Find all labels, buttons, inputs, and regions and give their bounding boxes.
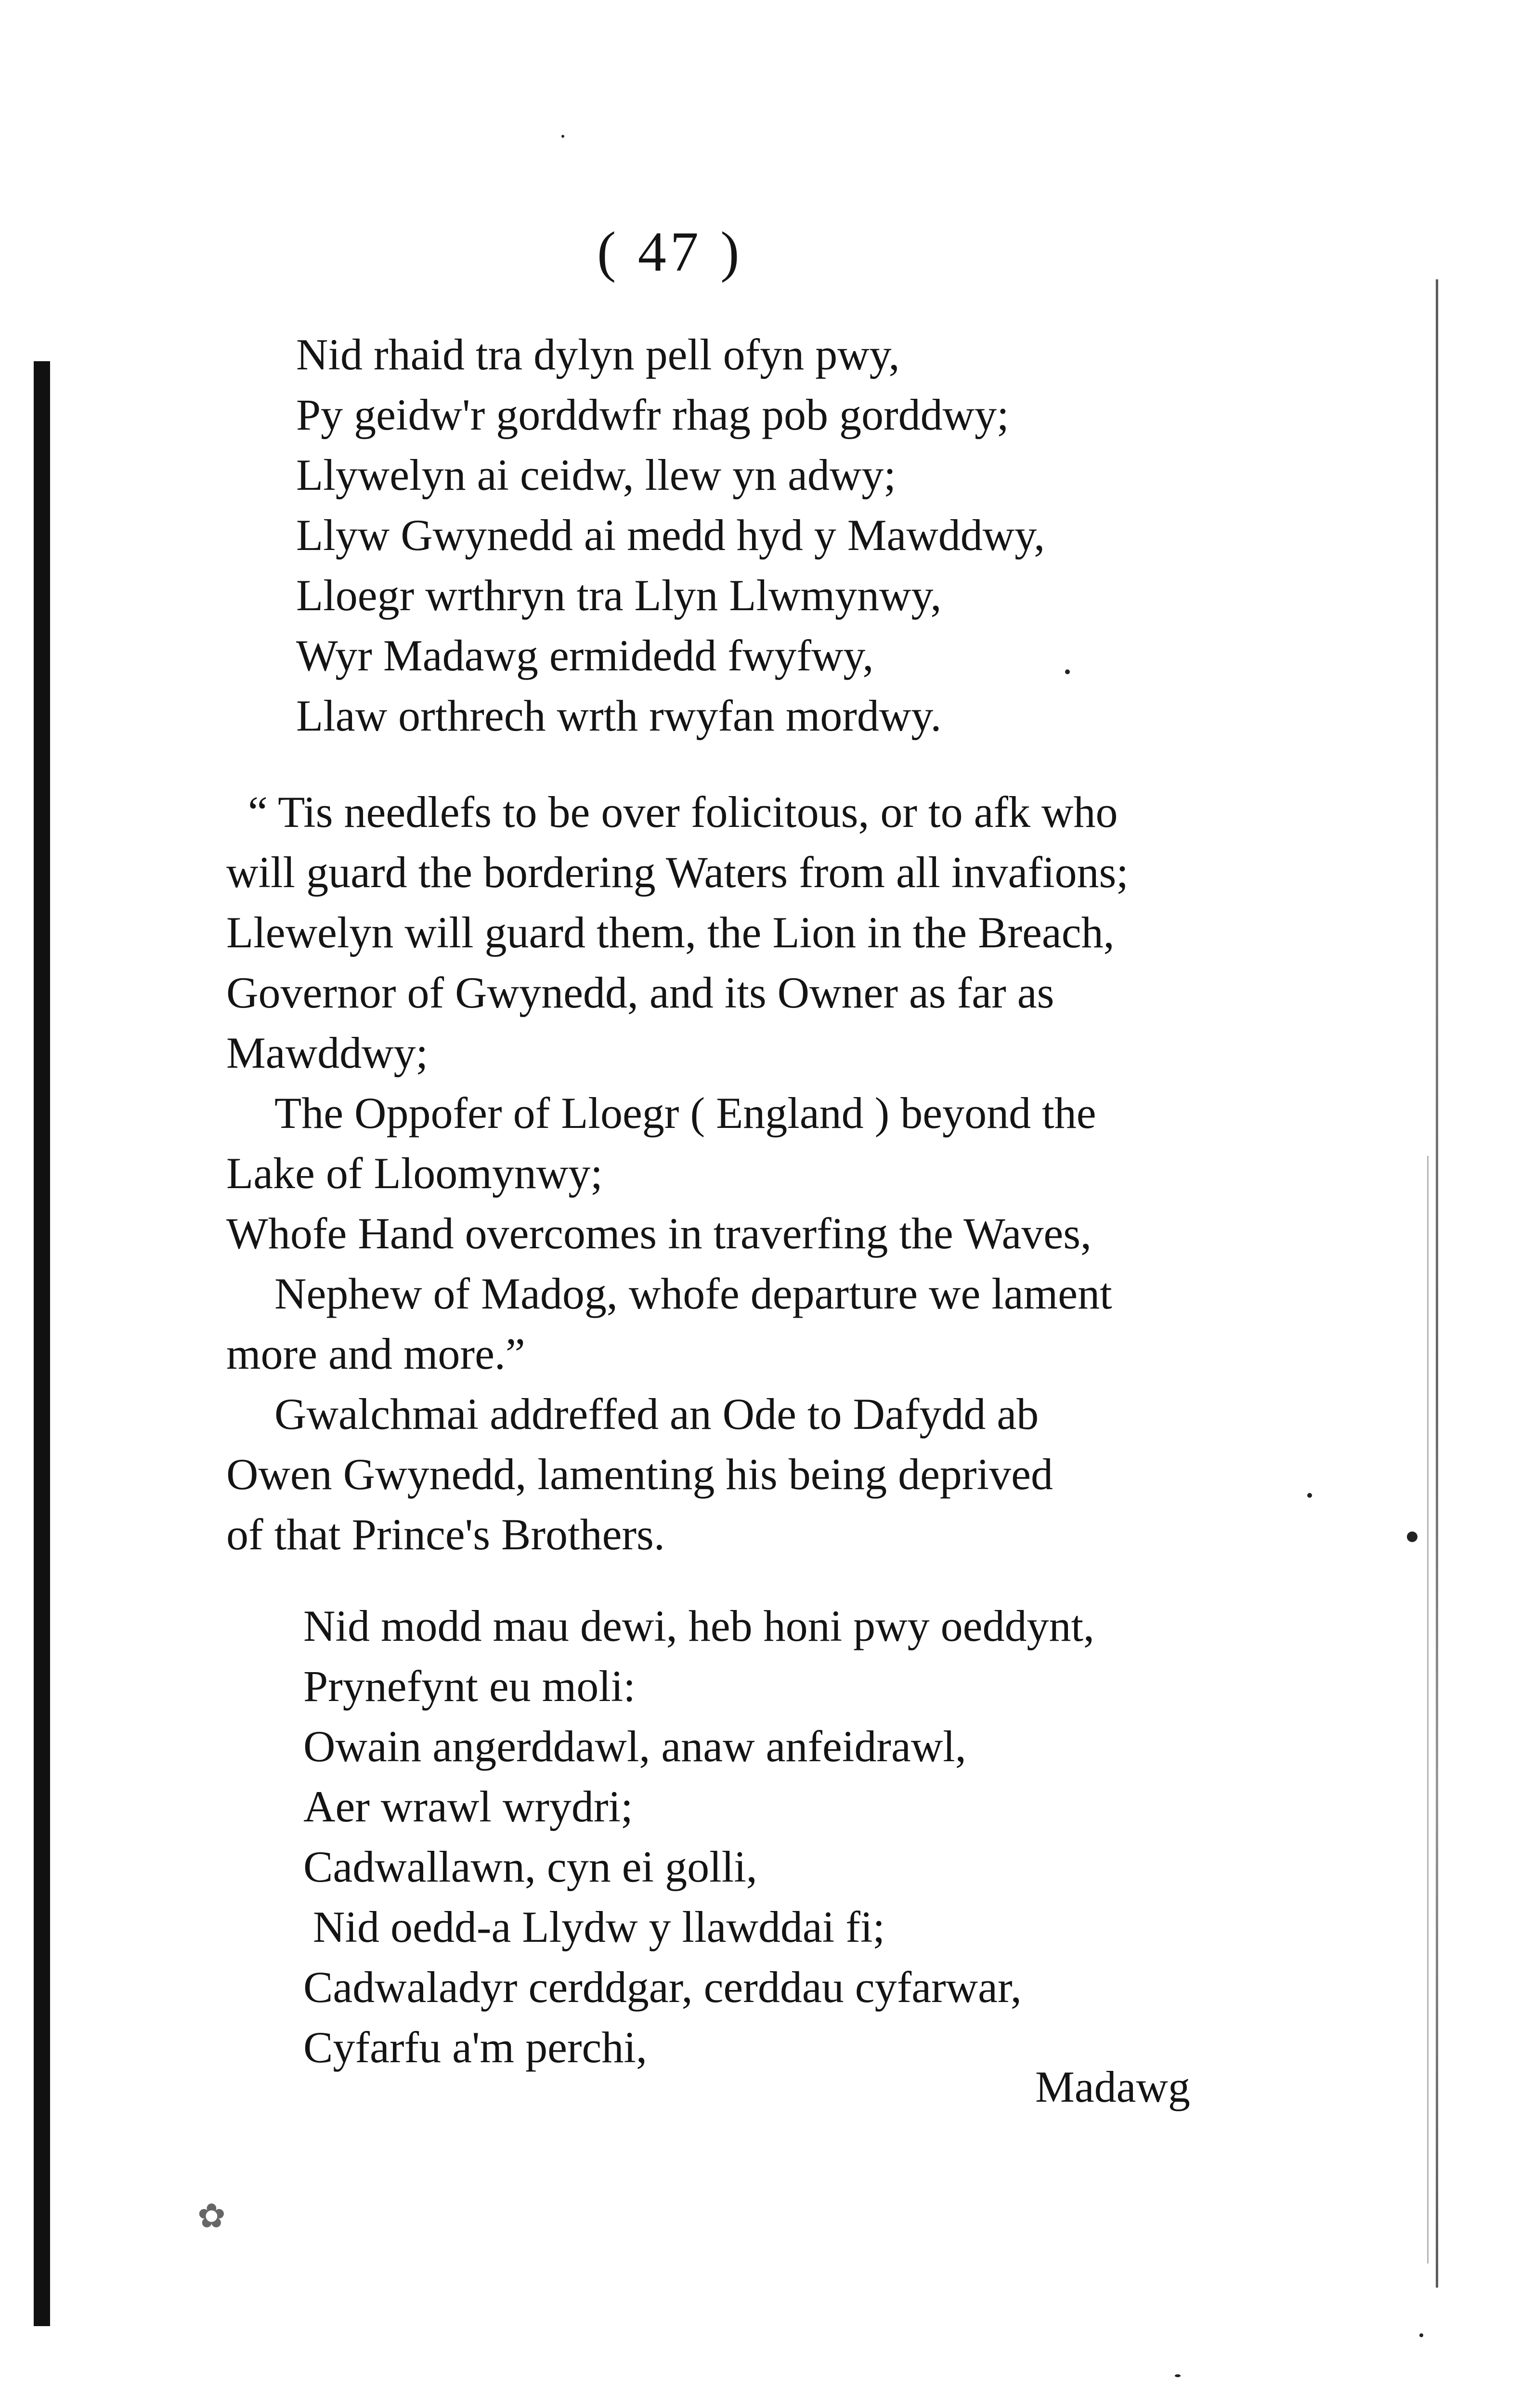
prose-line: Llewelyn will guard them, the Lion in the Breach, [226, 908, 1115, 957]
page-edge-shadow [1436, 279, 1438, 2288]
page-number: ( 47 ) [597, 220, 743, 283]
prose-line: Whofe Hand overcomes in traverfing the Waves, [226, 1209, 1092, 1258]
prose-line: Nephew of Madog, whofe departure we lament [274, 1269, 1112, 1318]
binding-shadow [34, 361, 50, 2326]
verse-line: Nid rhaid tra dylyn pell ofyn pwy, [296, 330, 900, 379]
verse-line: Owain angerddawl, anaw anfeidrawl, [303, 1722, 966, 1771]
verse-line: Aer wrawl wrydri; [303, 1782, 633, 1831]
scan-speck [1065, 669, 1070, 674]
verse-line: Cyfarfu a'm perchi, [303, 2023, 647, 2072]
verse-line: Prynefynt eu moli: [303, 1662, 636, 1711]
prose-line: Owen Gwynedd, lamenting his being deprived [226, 1450, 1053, 1499]
verse-line: Lloegr wrthryn tra Llyn Llwmynwy, [296, 571, 942, 620]
scan-speck [561, 135, 564, 138]
verse-line: Llywelyn ai ceidw, llew yn adwy; [296, 450, 896, 499]
verse-line: Cadwallawn, cyn ei golli, [303, 1842, 757, 1891]
verse-line: Wyr Madawg ermidedd fwyfwy, [296, 631, 874, 680]
verse-line: Llyw Gwynedd ai medd hyd y Mawddwy, [296, 510, 1045, 560]
scan-speck [1307, 1493, 1312, 1498]
prose-line: The Oppofer of Lloegr ( England ) beyond the [274, 1088, 1096, 1138]
prose-line: Mawddwy; [226, 1028, 429, 1077]
verse-line: Nid modd mau dewi, heb honi pwy oeddynt, [303, 1601, 1095, 1650]
decorative-flourish-icon: ✿ [197, 2198, 226, 2235]
prose-line: of that Prince's Brothers. [226, 1510, 665, 1559]
verse-line: Py geidw'r gorddwfr rhag pob gorddwy; [296, 390, 1009, 439]
prose-line: Lake of Lloomynwy; [226, 1149, 603, 1198]
catchword: Madawg [1035, 2062, 1190, 2111]
scan-speck [1175, 2374, 1181, 2377]
prose-line: Gwalchmai addreffed an Ode to Dafydd ab [274, 1389, 1039, 1439]
prose-line: will guard the bordering Waters from all invafions; [226, 848, 1129, 897]
verse-line: Llaw orthrech wrth rwyfan mordwy. [296, 691, 942, 740]
verse-line: Cadwaladyr cerddgar, cerddau cyfarwar, [303, 1963, 1022, 2012]
scan-speck [1419, 2333, 1423, 2337]
verse-line: Nid oedd-a Llydw y llawddai fi; [313, 1902, 885, 1951]
page-edge-shadow-inner [1427, 1156, 1429, 2264]
scan-speck [1407, 1531, 1417, 1542]
prose-line: “ Tis needlefs to be over folicitous, or to afk who [248, 787, 1118, 837]
prose-line: Governor of Gwynedd, and its Owner as far as [226, 968, 1054, 1017]
prose-line: more and more.” [226, 1329, 525, 1378]
